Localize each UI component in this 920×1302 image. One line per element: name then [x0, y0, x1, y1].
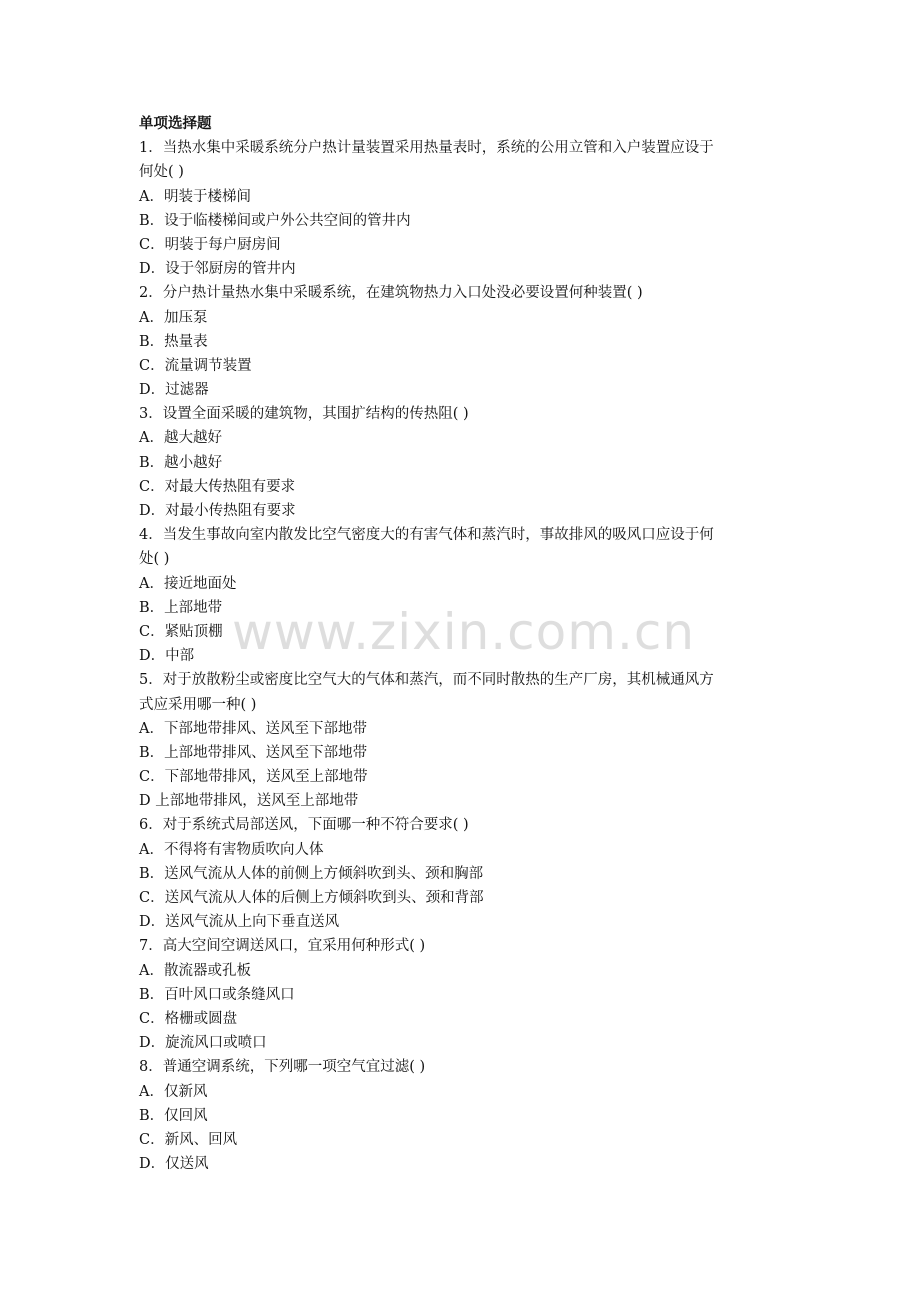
- document-line: D．旋流风口或喷口: [139, 1035, 267, 1052]
- section-heading: 单项选择题: [139, 115, 212, 132]
- document-line: A．不得将有害物质吹向人体: [139, 841, 324, 858]
- document-line: A．仅新风: [139, 1083, 208, 1100]
- document-line: B．上部地带排风、送风至下部地带: [139, 744, 368, 761]
- document-body: [139, 112, 789, 1176]
- document-line: D．送风气流从上向下垂直送风: [139, 914, 340, 931]
- document-line: B．仅回风: [139, 1107, 208, 1124]
- document-line: B．上部地带: [139, 599, 223, 616]
- document-line: A．越大越好: [139, 430, 222, 447]
- document-line: C．送风气流从人体的后侧上方倾斜吹到头、颈和背部: [139, 890, 484, 906]
- document-line: 何处( ): [139, 164, 184, 181]
- document-line: D．对最小传热阻有要求: [139, 503, 296, 519]
- document-line: 2．分户热计量热水集中采暖系统，在建筑物热力入口处没必要设置何种装置( ): [139, 285, 643, 302]
- document-line: C．明装于每户厨房间: [139, 236, 281, 253]
- document-line: 5．对于放散粉尘或密度比空气大的气体和蒸汽，而不同时散热的生产厂房，其机械通风方: [139, 672, 714, 689]
- document-line: D．中部: [139, 648, 195, 665]
- document-line: A．下部地带排风、送风至下部地带: [139, 720, 367, 737]
- document-line: C．下部地带排风，送风至上部地带: [139, 769, 368, 786]
- document-line: B．越小越好: [139, 454, 223, 471]
- document-line: C．对最大传热阻有要求: [139, 478, 296, 495]
- document-line: D 上部地带排风，送风至上部地带: [139, 793, 359, 810]
- document-line: A．散流器或孔板: [139, 962, 251, 979]
- document-line: D．仅送风: [139, 1156, 209, 1173]
- document-line: B．送风气流从人体的前侧上方倾斜吹到头、颈和胸部: [139, 865, 484, 882]
- document-line: D．过滤器: [139, 382, 209, 399]
- question-list: [139, 136, 789, 1176]
- document-line: 式应采用哪一种( ): [139, 696, 257, 713]
- watermark: www.zixin.com.cn: [232, 603, 696, 661]
- document-line: 3．设置全面采暖的建筑物，其围扩结构的传热阻( ): [139, 406, 469, 423]
- document-line: D．设于邻厨房的管井内: [139, 261, 296, 278]
- document-line: 4．当发生事故向室内散发比空气密度大的有害气体和蒸汽时，事故排风的吸风口应设于何: [139, 527, 714, 544]
- document-line: C．新风、回风: [139, 1131, 238, 1148]
- document-line: A．明装于楼梯间: [139, 188, 251, 205]
- document-line: C．流量调节装置: [139, 357, 252, 374]
- document-line: B．设于临楼梯间或户外公共空间的管井内: [139, 212, 411, 229]
- document-line: C．紧贴顶棚: [139, 623, 223, 640]
- document-line: B．热量表: [139, 333, 208, 350]
- document-line: 7．高大空间空调送风口，宜采用何种形式( ): [139, 938, 426, 955]
- document-line: A．加压泵: [139, 309, 208, 326]
- document-line: C．格栅或圆盘: [139, 1010, 238, 1027]
- document-line: A．接近地面处: [139, 575, 237, 592]
- document-line: 8．普通空调系统，下列哪一项空气宜过滤( ): [139, 1059, 426, 1076]
- document-line: 1．当热水集中采暖系统分户热计量装置采用热量表时，系统的公用立管和入户装置应设于: [139, 140, 714, 157]
- document-line: 处( ): [139, 551, 170, 568]
- document-line: 6．对于系统式局部送风，下面哪一种不符合要求( ): [139, 817, 469, 834]
- document-line: B．百叶风口或条缝风口: [139, 986, 295, 1003]
